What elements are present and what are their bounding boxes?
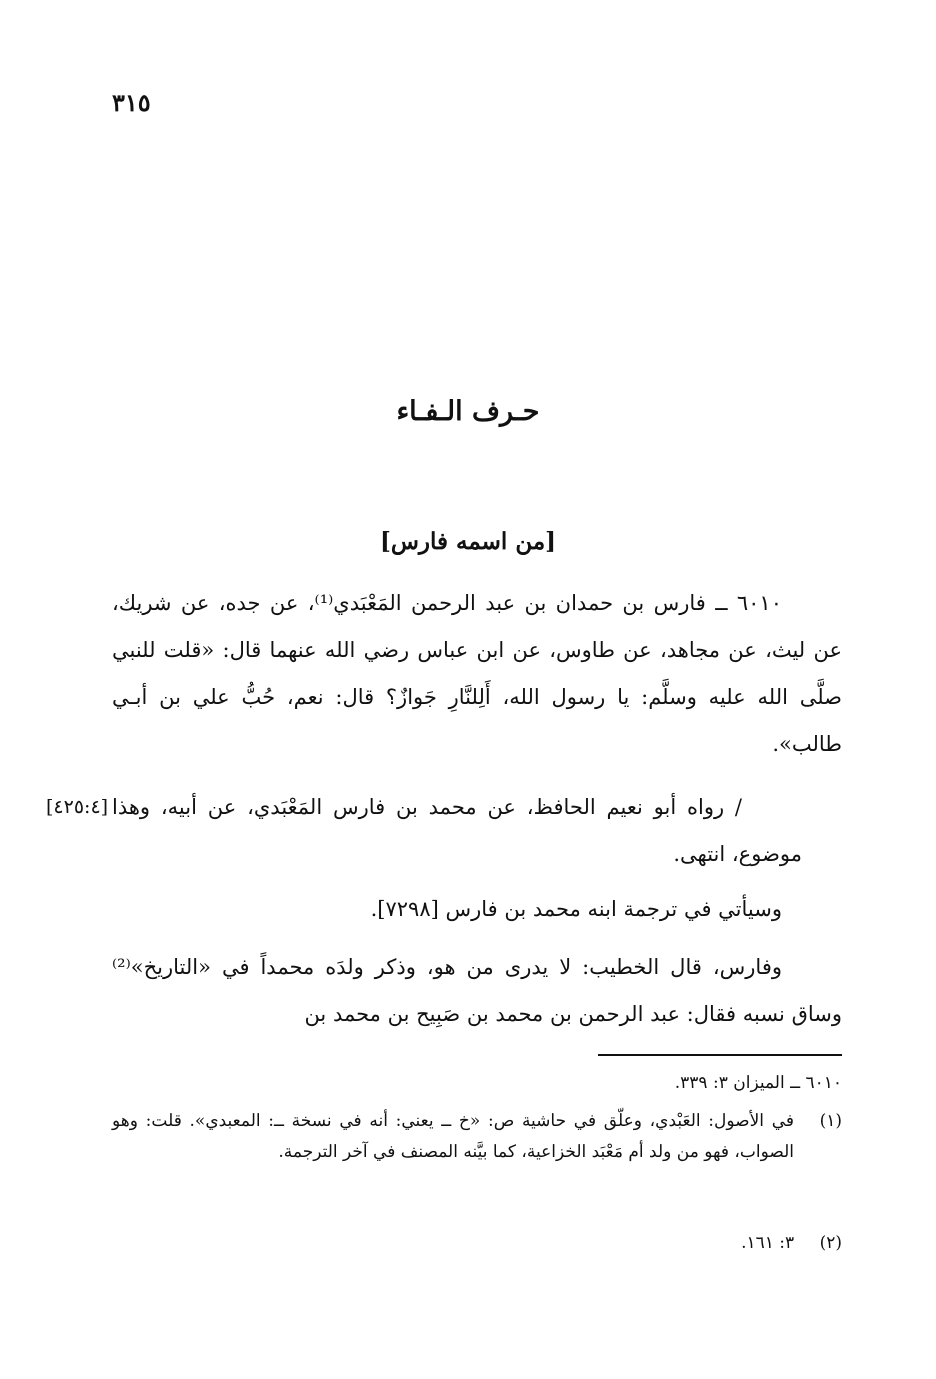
entry-paragraph-1: ٦٠١٠ ــ فارس بن حمدان بن عبد الرحمن المَعْبَدي⁽¹⁾، عن جده، عن شريك، عن ليث، عن مجاهد، عن طاوس، عن ابن عباس رضي الله عنهما قال: «قلت للنبي صلَّى الله عليه وسلَّم: يا رسول الله، أَلِلنَّارِ جَوازٌ؟ قال: نعم، حُبُّ علي بن أبـي طالب». [112,591,842,756]
footnote-1-text: في الأصول: العَبْدي، وعلّق في حاشية ص: «خ ــ يعني: أنه في نسخة ــ: المعبدي». قلت: وهو الصواب، فهو من ولد أم مَعْبَد الخزاعية، كما بيَّنه المصنف في آخر الترجمة. [112,1111,794,1162]
footnote-2-marker: (٢) [819,1233,842,1253]
entry-paragraph-3: وسيأتي في ترجمة ابنه محمد بن فارس [٧٢٩٨]. [370,897,782,921]
chapter-title: حـرف الـفـاء [396,396,540,427]
footnote-rule [598,1054,842,1056]
footnote-2-text: ٣: ١٦١. [741,1233,795,1253]
entry-paragraph-2: / رواه أبو نعيم الحافظ، عن محمد بن فارس المَعْبَدي، عن أبيه، وهذا موضوع، انتهى. [112,795,802,866]
page-number: ٣١٥ [112,88,151,117]
entry-paragraph-4: وفارس، قال الخطيب: لا يدرى من هو، وذكر ولدَه محمداً في «التاريخ»⁽²⁾ وساق نسبه فقال: عبد الرحمن بن محمد بن صَبِيح بن محمد بن [112,955,842,1026]
footnote-1-marker: (١) [819,1111,842,1131]
section-title: [من اسمه فارس] [379,528,557,555]
footnote-1 [112,1106,842,1168]
footnote-source: ٦٠١٠ ــ الميزان ٣: ٣٣٩. [674,1073,842,1093]
footnote-2 [112,1228,842,1259]
volume-reference: [٤٢٥:٤] [46,796,109,818]
